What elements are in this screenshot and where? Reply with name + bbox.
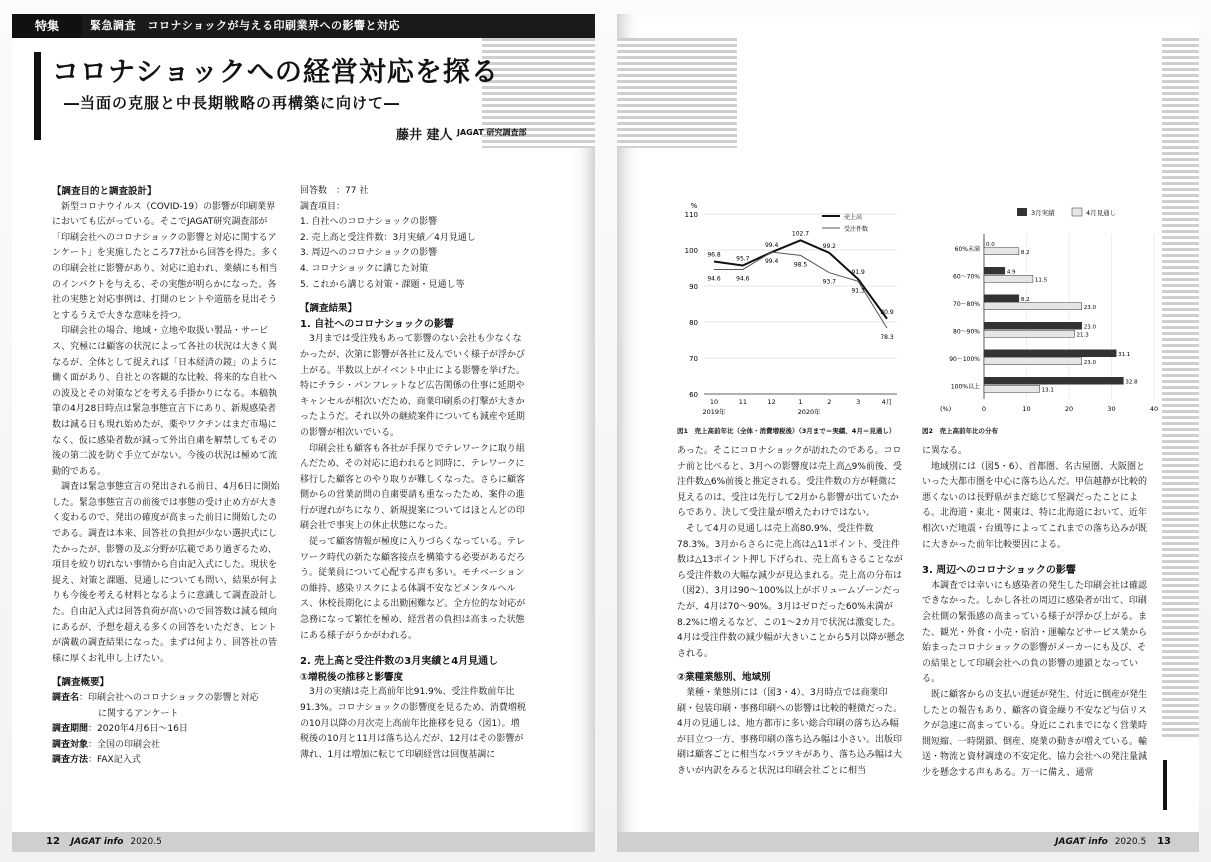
issue-date: 2020.5 — [130, 837, 162, 847]
section-heading: 【調査目的と調査設計】 — [52, 186, 157, 197]
survey-item: 4. コロナショックに講じた対策 — [300, 263, 429, 274]
bar-forecast — [984, 275, 1033, 282]
x-tick-label: 0 — [981, 405, 987, 413]
data-label: 23.0 — [1083, 304, 1096, 311]
bar-actual — [984, 267, 1005, 274]
figure-2-bar-chart — [922, 194, 1167, 424]
x-tick-label: 2 — [827, 398, 832, 406]
title-accent-bar — [34, 52, 41, 140]
data-label: 99.4 — [764, 258, 779, 266]
paragraph: 3月の実績は売上高前年比91.9%、受注件数前年比91.3%。コロナショックの影響度を見るため、消費増税の10月以降の月次売上高前年比推移を見る（図1）。増税後の10月と11月は落ち込んだが、12月はその影響が薄れ、1月は増加に転じて印刷経営は回復基調に — [300, 687, 526, 760]
x-tick-label: 10 — [709, 398, 719, 406]
bar-forecast — [984, 385, 1040, 392]
x-tick-label: 11 — [738, 398, 747, 406]
y-tick-label: 80 — [689, 319, 698, 327]
data-label: 98.5 — [793, 261, 808, 269]
paragraph: 調査は緊急事態宣言の発出される前日、4月6日に開始した。緊急事態宣言の前後では事態の受け止め方が大きく変わるので、発出の確度が高まった前日に開始したのである。調査は本来、回答社の負担が少ない選択式にしたかったが、影響の及ぶ分野が広範であり過ぎるため、項目を絞り切れない事情から自由記入式にした。現状を捉え、対策と課題、見通しについても問い、結果が何よりも今後を考える材料となるように意識して調査設計した。自由記入式は回答負荷が高いので回答数は減る傾向にあるが、予想を超える多くの回答をいただき、ヒントが満載の調査結果になった。まずは何より、回答社の皆様に厚くお礼申し上げたい。 — [52, 482, 280, 664]
issue-date: 2020.5 — [1114, 837, 1147, 847]
magazine-name: JAGAT info — [1055, 837, 1108, 847]
survey-item: 5. これから講じる対策・課題・見通し等 — [300, 279, 465, 290]
edge-marker — [1163, 760, 1167, 810]
overview-row: 調査対象：全国の印刷会社 — [52, 739, 161, 750]
data-label: 91.3 — [851, 287, 865, 295]
bar-actual — [984, 295, 1019, 302]
overview-row: 調査期間：2020年4月6日～16日 — [52, 724, 188, 735]
paragraph: 既に顧客からの支払い遅延が発生、付近に倒産が発生したとの報告もあり、顧客の資金繰り不安など与信リスクが急速に高まっている。身近にこれまでになく営業時間短縮、一時閉鎖、倒産、廃業の動きが増えている。輸送・物流と資材調達の不安定化、協力会社への発注量減少を懸念する声もある。万一に備え、通常 — [922, 689, 1148, 778]
overview-row: 調査名：印刷会社へのコロナショックの影響と対応 — [52, 693, 259, 703]
data-label: 23.0 — [1083, 359, 1096, 366]
bar-forecast — [984, 330, 1075, 337]
author-name: 藤井 建人 — [396, 128, 453, 143]
legend-swatch-actual — [1017, 208, 1027, 216]
figure-2-caption: 図2 売上高前年比の分布 — [922, 427, 999, 435]
data-label: 91.9 — [851, 269, 865, 277]
right-page — [617, 14, 1199, 852]
category-label: 70～80% — [953, 300, 980, 308]
x-tick-label: 30 — [1107, 405, 1116, 413]
y-tick-label: 60 — [689, 391, 698, 399]
survey-item: 3. 周辺へのコロナショックの影響 — [300, 248, 438, 259]
data-label: 99.4 — [764, 242, 779, 250]
author-affiliation: JAGAT 研究調査部 — [457, 128, 527, 137]
figure-1-line-chart — [672, 194, 912, 424]
column-4 — [922, 444, 1150, 781]
data-label: 94.6 — [707, 275, 721, 283]
legend-label: 3月実績 — [1031, 209, 1055, 217]
legend-label: 売上高 — [844, 214, 863, 221]
section-heading: 【調査概要】 — [52, 677, 110, 689]
paragraph: に異なる。 — [922, 446, 968, 456]
page-number: 12 — [46, 836, 60, 847]
magazine-name: JAGAT info — [70, 837, 124, 847]
bar-actual — [984, 377, 1123, 384]
bar-forecast — [984, 248, 1019, 255]
paragraph: 印刷会社の場合、地域・立地や取扱い製品・サービス、究極には顧客の状況によって各社の状況は大きく異なるが、全体として捉えれば「日本経済の鏡」のように働く面があり、自社との客観的な比較、将来的な自社への波及とその対策などを考える手掛かりになる。本稿執筆の4月28日時点は緊急事態宣言下にあり、新規感染者数は減る日も現れ始めたが、薬やワクチンはまだ市場になく、仮に感染者数が減って外出自粛を解禁してもその後の第二波を防ぐ手立てがない。今後の状況は極めて流動的である。 — [52, 326, 278, 477]
x-tick-label: 12 — [767, 398, 776, 406]
data-label: 31.1 — [1118, 351, 1131, 358]
paragraph: そして4月の見通しは売上高80.9%、受注件数78.3%。3月からさらに売上高は△11ポイント、受注件数は△13ポイント押し下げられ、売上高もさることながら受注件数の大幅な減少が見込まれる。売上高の分布は（図2）、3月は90～100%以上がボリュームゾーンだったが、4月は70～90%。3月はゼロだった60%未満が8.2%に増えるなど、この1～2カ月で状況は激変した。4月は受注件数の減少幅が大きいことから5月以降が懸念される。 — [677, 523, 905, 659]
column-1 — [52, 184, 282, 769]
column-3 — [677, 444, 905, 779]
figure-1-caption: 図1 売上高前年比（全体・消費増税後）（3月まで＝実績、4月＝見通し） — [677, 427, 896, 435]
response-count: 回答数 ：77 社 — [300, 186, 369, 196]
data-label: 80.9 — [880, 308, 894, 316]
page-number: 13 — [1157, 836, 1171, 847]
y-tick-label: 110 — [684, 211, 698, 219]
category-label: 60%未満 — [954, 245, 980, 253]
left-page — [12, 14, 595, 852]
data-label: 11.5 — [1034, 277, 1048, 284]
survey-items-label: 調査項目： — [300, 201, 346, 212]
minor-heading: ②業種業態別、地域別 — [677, 672, 771, 684]
y-tick-label: 90 — [689, 283, 698, 291]
section-heading: 【調査結果】 — [300, 303, 358, 315]
y-tick-label: 100 — [684, 247, 698, 255]
data-label: 0.0 — [986, 241, 995, 248]
data-label: 23.0 — [1083, 324, 1096, 331]
data-label: 8.2 — [1020, 296, 1030, 303]
x-unit-label: (%) — [940, 405, 952, 413]
y-tick-label: 70 — [689, 355, 698, 363]
decorative-stripes — [617, 38, 737, 148]
data-label: 93.7 — [822, 278, 837, 286]
section-header-bar — [12, 14, 595, 38]
survey-item: 2. 売上高と受注件数：3月実績／4月見通し — [300, 232, 476, 243]
x-tick-label: 10 — [1022, 405, 1031, 413]
feature-topic: 緊急調査 コロナショックが与える印刷業界への影響と対応 — [90, 19, 401, 32]
data-label: 99.2 — [822, 242, 837, 250]
data-label: 8.2 — [1020, 249, 1030, 256]
paragraph: 印刷会社も顧客も各社が手探りでテレワークに取り組んだため、その対応に追われると同時に、テレワークに移行した顧客とのやり取りが難しくなった。さらに顧客側からの営業訪問の自粛要請も重なったため、案件の進行が遅れがちになり、新規提案についてはほとんどの印刷会社で事実上の休止状態になった。 — [300, 443, 526, 532]
x-tick-label: 3 — [856, 398, 861, 406]
bar-actual — [984, 322, 1082, 329]
paragraph: 業種・業態別には（図3・4）、3月時点では商業印刷・包装印刷・事務印刷への影響は比較的軽微だった。4月の見通しは、地方都市に多い総合印刷の落ち込み幅が目立つ一方、事務印刷の落ち込み幅は小さい。出版印刷は顧客ごとに相当なバラツキがあり、落ち込み幅は大きいが内訳をみると状況は印刷会社ごとに相当 — [677, 687, 903, 776]
data-label: 21.3 — [1076, 332, 1089, 339]
paragraph: 地域別には（図5・6）、首都圏、名古屋圏、大阪圏といった大都市圏を中心に落ち込んだ。甲信越静が比較的悪くないのは長野県がまだ総じて堅調だったことによる。北海道・東北・関東は、特に北海道において、近年相次いだ地震・台風等によってこれまでの落ち込みが既に大きかった前年比較要因による。 — [922, 461, 1148, 550]
paragraph: 従って顧客情報が極度に入りづらくなっている。テレワーク時代の新たな顧客接点を構築する必要があるだろう。従業員について心配する声も多い。モチベーションの維持、感染リスクによる体調不安などメンタルヘルス、休校長期化による出勤困難など。全方位的な対応が急務になって繁忙を極め、経営者の負担は高まった状態にある様子がうかがわれる。 — [300, 537, 526, 641]
category-label: 80～90% — [953, 328, 980, 336]
bar-forecast — [984, 303, 1082, 310]
legend-label: 受注件数 — [844, 226, 869, 233]
x-tick-label: 1 — [798, 398, 803, 406]
subsection-heading: 3. 周辺へのコロナショックの影響 — [922, 565, 1076, 577]
feature-badge: 特集 — [12, 14, 82, 38]
x-tick-label: 20 — [1064, 405, 1074, 413]
decorative-stripes-right — [1162, 38, 1199, 738]
bar-actual — [984, 350, 1116, 357]
legend-label: 4月見通し — [1086, 209, 1117, 217]
paragraph: 新型コロナウイルス（COVID-19）の影響が印刷業界においても広がっている。そこでJAGAT研究調査部が「印刷会社へのコロナショックの影響と対応に関するアンケート」を実施したところ77社から回答を得た。多くの印刷会社に影響があり、対応に追われ、業績にも相当のインパクトを与える、その実態が明らかになった。各社の実態と対応事例は、打開のヒントや道筋を見出そうとするうえで大きな意味を持つ。 — [52, 201, 280, 321]
subsection-heading: 2. 売上高と受注件数の3月実績と4月見通し — [300, 656, 499, 668]
data-label: 4.9 — [1006, 269, 1016, 276]
year-label: 2019年 — [702, 408, 726, 416]
survey-item: 1. 自社へのコロナショックの影響 — [300, 217, 438, 228]
overview-row-cont: に関するアンケート — [98, 708, 179, 719]
overview-row: 調査方法：FAX記入式 — [52, 755, 141, 766]
data-label: 102.7 — [791, 230, 810, 238]
article-title: コロナショックへの経営対応を探る — [52, 57, 499, 88]
bar-forecast — [984, 358, 1082, 365]
data-label: 32.8 — [1125, 379, 1138, 386]
data-label: 96.8 — [707, 251, 721, 259]
data-label: 13.1 — [1041, 387, 1054, 394]
x-tick-label: 4月 — [881, 398, 893, 406]
year-label: 2020年 — [797, 408, 821, 416]
category-label: 90～100% — [949, 355, 980, 363]
paragraph: 3月までは受注残もあって影響のない会社も少なくなかったが、次第に影響が各社に及んでいく様子が浮かび上がる。半数以上がイベント中止による影響を挙げた。特にチラシ・パンフレットなど広告関係の仕事に延期やキャンセルが相次いだため、商業印刷系の打撃が大きかったようだ。それ以外の継続案件についても減産や延期の影響が相次いでいる。 — [300, 334, 526, 438]
left-footer — [12, 832, 595, 852]
data-label: 78.3 — [880, 334, 894, 342]
category-label: 100%以上 — [950, 383, 980, 391]
subsection-heading: 1. 自社へのコロナショックの影響 — [300, 318, 454, 330]
paragraph: あった。そこにコロナショックが訪れたのである。コロナ前と比べると、3月への影響度は売上高△9%前後、受注件数△6%前後と推定される。受注件数の方が軽微に見えるのは、受注は先行して2月から影響が出ていたからであり、決して受注量が増えたわけではない。 — [677, 446, 902, 519]
y-unit-label: % — [690, 202, 698, 210]
x-tick-label: 40 — [1149, 405, 1159, 413]
legend-swatch-forecast — [1072, 208, 1082, 216]
column-2 — [300, 184, 526, 763]
right-footer — [617, 832, 1199, 852]
data-label: 95.7 — [736, 255, 750, 263]
paragraph: 本調査では幸いにも感染者の発生した印刷会社は確認できなかった。しかし各社の周辺に感染者が出て、印刷会社側の緊張感の高まっている様子が浮かび上がる。また、観光・外食・小売・宿泊・運輸などサービス業から始まったコロナショックの影響がメーカーにも及び、その結果として印刷会社への負の影響の連鎖となっている。 — [922, 580, 1148, 685]
minor-heading: ①増税後の推移と影響度 — [300, 671, 404, 683]
data-label: 94.6 — [736, 275, 750, 283]
category-label: 60～70% — [953, 273, 980, 281]
article-subtitle: ―当面の克服と中長期戦略の再構築に向けて― — [64, 94, 401, 112]
